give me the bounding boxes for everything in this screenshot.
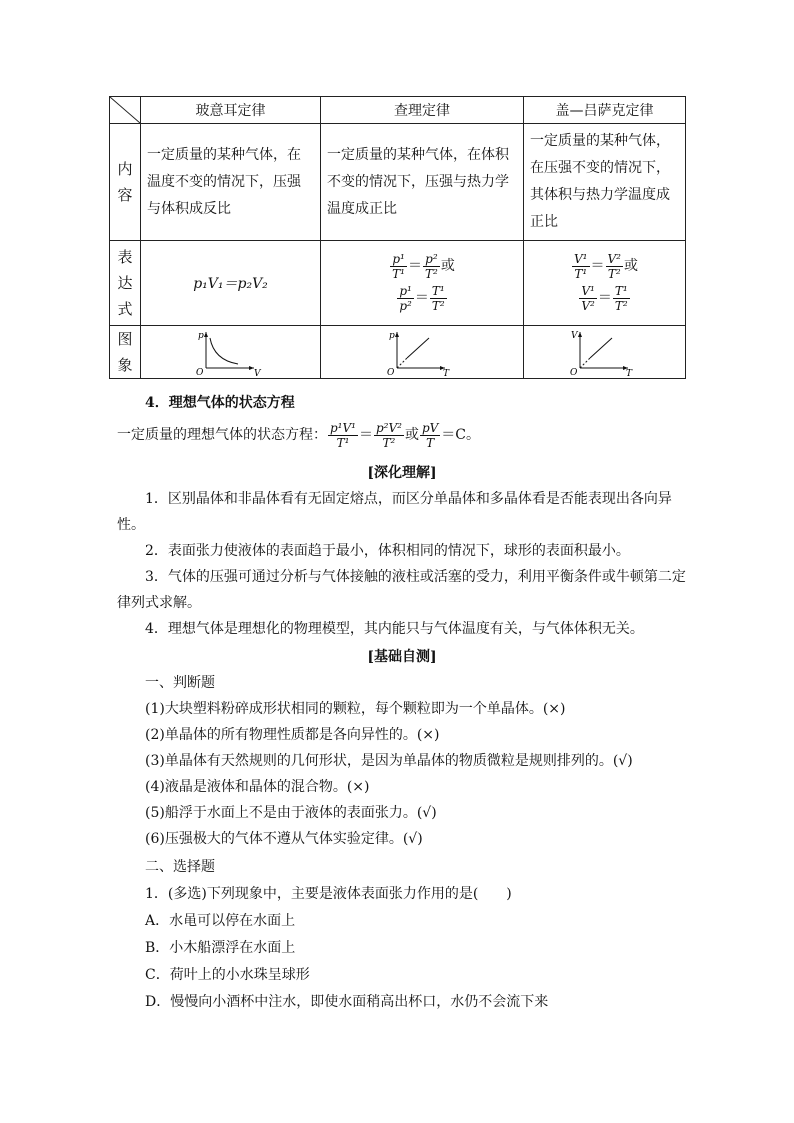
state-equation-tail: ＝C。: [441, 427, 481, 443]
deep-item-1: 1．区别晶体和非晶体看有无固定熔点，而区分单晶体和多晶体看是否能表现出各向异性。: [117, 491, 672, 533]
numerator: T¹: [614, 283, 628, 298]
row-label-char: 象: [117, 356, 133, 374]
fraction: [420, 421, 440, 450]
row-label-char: 图: [117, 330, 133, 348]
x-axis-label: T: [625, 369, 632, 376]
state-equation-line: [117, 418, 687, 452]
numerator: p²V²: [375, 420, 402, 435]
numerator: pV: [421, 420, 439, 435]
equals-sign: ＝: [358, 427, 373, 443]
numerator: p²: [423, 252, 440, 267]
option-b: B．小木船漂浮在水面上: [145, 940, 296, 956]
y-axis-label: p: [389, 331, 395, 341]
origin-label: O: [569, 368, 577, 376]
numerator: p¹: [390, 252, 407, 267]
fraction: [390, 252, 407, 281]
question-1: 1．(多选)下列现象中，主要是液体表面张力作用的是( ): [145, 886, 512, 902]
fraction: [572, 252, 589, 281]
denominator: V²: [581, 298, 595, 313]
table-header-row: [110, 97, 686, 124]
denominator: T²: [607, 266, 621, 281]
graph-boyle: [141, 326, 321, 379]
diagonal-corner-cell: [110, 97, 141, 124]
row-label-content: [110, 124, 141, 241]
equals-sign: ＝: [414, 290, 429, 306]
option-c: C．荷叶上的小水珠呈球形: [145, 967, 310, 983]
header-gay-lussac: 盖—吕萨克定律: [524, 97, 686, 124]
deep-understanding-title: [深化理解]: [367, 465, 437, 481]
x-axis-label: V: [253, 369, 260, 376]
row-label-expression: [110, 241, 141, 326]
state-equation-lead: 一定质量的理想气体的状态方程：: [117, 427, 327, 443]
denominator: T²: [614, 298, 628, 313]
header-charles: 查理定律: [321, 97, 524, 124]
judge-item: (2)单晶体的所有物理性质都是各向异性的。(×): [145, 727, 440, 743]
x-axis-label: T: [443, 369, 450, 376]
deep-item-4: 4．理想气体是理想化的物理模型，其内能只与气体温度有关，与气体体积无关。: [145, 621, 644, 637]
formula-charles: [321, 241, 524, 326]
self-test-title: [基础自测]: [367, 649, 437, 665]
equals-sign: ＝: [590, 258, 605, 274]
option-d: D．慢慢向小酒杯中注水，即使水面稍高出杯口，水仍不会流下来: [145, 994, 549, 1010]
fraction: [397, 284, 414, 313]
fraction: [579, 284, 596, 313]
header-boyle: 玻意耳定律: [141, 97, 321, 124]
denominator: T²: [425, 266, 438, 281]
table-row-expression: [110, 241, 686, 326]
y-axis-label: V: [570, 331, 577, 341]
fraction: [606, 252, 623, 281]
vt-line-graph: [570, 328, 640, 376]
fraction: [423, 252, 440, 281]
or-word: 或: [404, 427, 419, 443]
denominator: T²: [382, 435, 396, 450]
judge-item: (4)液晶是液体和晶体的混合物。(×): [145, 779, 370, 795]
section4-title: 4．理想气体的状态方程: [145, 395, 295, 411]
table-row-graph: [110, 326, 686, 379]
pt-line-graph: [387, 328, 457, 376]
numerator: V²: [607, 251, 621, 266]
or-word: 或: [440, 258, 455, 274]
denominator: T: [426, 435, 435, 450]
fraction: [613, 284, 630, 313]
deep-item-3: 3．气体的压强可通过分析与气体接触的液柱或活塞的受力，利用平衡条件或牛顿第二定律列式求解。: [117, 569, 686, 611]
row-label-char: 表: [117, 248, 133, 266]
denominator: p²: [399, 298, 412, 313]
judge-item: (5)船浮于水面上不是由于液体的表面张力。(√): [145, 805, 437, 821]
numerator: p¹V¹: [330, 420, 356, 435]
content-charles: 一定质量的某种气体，在体积不变的情况下，压强与热力学温度成正比: [321, 124, 524, 241]
or-word: 或: [623, 258, 638, 274]
formula-boyle: p₁V₁＝p₂V₂: [141, 241, 321, 326]
numerator: p¹: [399, 283, 412, 298]
numerator: V¹: [581, 283, 595, 298]
content-gay-lussac: 一定质量的某种气体，在压强不变的情况下，其体积与热力学温度成正比: [524, 124, 686, 241]
gas-laws-table: [109, 96, 686, 379]
graph-gay-lussac: [524, 326, 686, 379]
denominator: T²: [431, 298, 445, 313]
fraction: [430, 284, 447, 313]
row-label-graph: [110, 326, 141, 379]
graph-charles: [321, 326, 524, 379]
equals-sign: ＝: [597, 290, 612, 306]
equals-sign: ＝: [408, 258, 422, 274]
row-label-char: 达: [117, 274, 133, 292]
numerator: V¹: [574, 251, 588, 266]
numerator: T¹: [431, 283, 445, 298]
y-axis-label: p: [197, 331, 204, 341]
content-boyle: 一定质量的某种气体，在温度不变的情况下，压强与体积成反比: [141, 124, 321, 241]
row-label-char: 容: [117, 186, 133, 204]
table-row-content: [110, 124, 686, 241]
denominator: T¹: [574, 266, 588, 281]
option-a: A．水黾可以停在水面上: [145, 913, 296, 929]
fraction: [374, 421, 404, 450]
origin-label: O: [387, 368, 395, 376]
choice-title: 二、选择题: [145, 859, 215, 875]
pv-hyperbola-graph: [196, 328, 266, 376]
judge-item: (3)单晶体有天然规则的几何形状，是因为单晶体的物质微粒是规则排列的。(√): [145, 753, 633, 769]
formula-gay-lussac: [524, 241, 686, 326]
origin-label: O: [195, 368, 203, 376]
judge-title: 一、判断题: [145, 675, 215, 691]
fraction: [328, 421, 358, 450]
judge-item: (6)压强极大的气体不遵从气体实验定律。(√): [145, 831, 423, 847]
denominator: T¹: [392, 266, 405, 281]
judge-item: (1)大块塑料粉碎成形状相同的颗粒，每个颗粒即为一个单晶体。(×): [145, 701, 566, 717]
deep-item-2: 2．表面张力使液体的表面趋于最小，体积相同的情况下，球形的表面积最小。: [145, 543, 630, 559]
denominator: T¹: [336, 435, 350, 450]
row-label-char: 式: [117, 300, 133, 318]
row-label-char: 内: [117, 160, 133, 178]
